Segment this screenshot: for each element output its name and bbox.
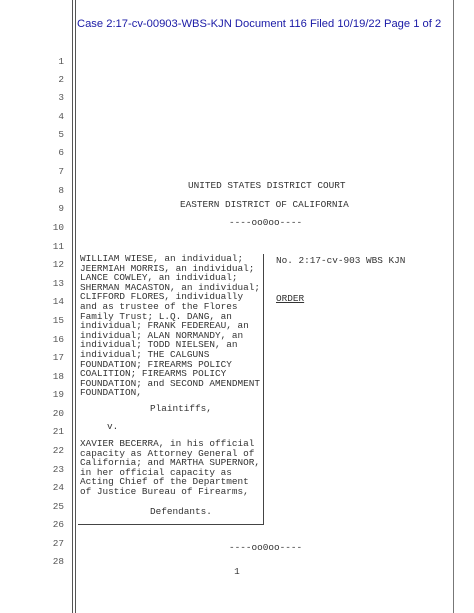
line-number: 5 <box>58 129 64 140</box>
line-number: 7 <box>58 166 64 177</box>
line-number: 4 <box>58 111 64 122</box>
line-number: 14 <box>52 296 64 307</box>
page-number: 1 <box>234 566 240 577</box>
line-number: 21 <box>52 426 64 437</box>
line-number: 9 <box>58 203 64 214</box>
line-number: 12 <box>52 259 64 270</box>
line-number: 1 <box>58 56 64 67</box>
plaintiffs-line: individual; FRANK FEDEREAU, an <box>80 320 249 332</box>
line-number: 23 <box>52 464 64 475</box>
plaintiffs-line: COALITION; FIREARMS POLICY <box>80 368 227 380</box>
line-number: 20 <box>52 408 64 419</box>
line-number: 8 <box>58 185 64 196</box>
plaintiffs-line: individual; ALAN NORMANDY, an <box>80 329 244 341</box>
court-name: UNITED STATES DISTRICT COURT <box>188 180 346 191</box>
defendants-line: capacity as Attorney General of <box>80 447 255 459</box>
case-header: Case 2:17-cv-00903-WBS-KJN Document 116 Filed 10/19/22 Page 1 of 2 <box>77 18 442 30</box>
left-margin-rule-inner <box>75 0 76 613</box>
plaintiffs-line: FOUNDATION, <box>80 387 142 399</box>
plaintiffs-line: CLIFFORD FLORES, individually <box>80 291 244 303</box>
line-number: 17 <box>52 352 64 363</box>
plaintiffs-line: individual; THE CALGUNS <box>80 349 210 360</box>
defendants-line: Acting Chief of the Department <box>80 476 249 488</box>
line-number: 15 <box>52 315 64 326</box>
line-number: 26 <box>52 519 64 530</box>
bottom-separator: ----oo0oo---- <box>229 542 303 553</box>
plaintiffs-line: Family Trust; L.Q. DANG, an <box>80 310 232 322</box>
defendants-line: California; and MARTHA SUPERNOR, <box>80 457 261 469</box>
defendants-line: in her official capacity as <box>80 466 232 478</box>
caption-box-right-border <box>263 254 264 525</box>
line-number: 13 <box>52 278 64 289</box>
caption-box-bottom-border <box>78 524 264 525</box>
case-number: No. 2:17-cv-903 WBS KJN <box>276 255 406 266</box>
line-number: 2 <box>58 74 64 85</box>
line-number: 10 <box>52 222 64 233</box>
line-number: 28 <box>52 556 64 567</box>
plaintiffs-line: individual; TODD NIELSEN, an <box>80 339 238 351</box>
defendants-line: of Justice Bureau of Firearms, <box>80 486 249 497</box>
line-number: 22 <box>52 445 64 456</box>
defendants-label: Defendants. <box>150 506 212 517</box>
defendants-line: XAVIER BECERRA, in his official <box>80 438 255 449</box>
line-number: 16 <box>52 334 64 345</box>
line-number: 3 <box>58 92 64 103</box>
line-number: 24 <box>52 482 64 493</box>
court-district: EASTERN DISTRICT OF CALIFORNIA <box>180 199 349 210</box>
right-margin-rule <box>453 0 454 613</box>
plaintiffs-line: LANCE COWLEY, an individual; <box>80 272 238 284</box>
court-separator: ----oo0oo---- <box>229 217 303 228</box>
versus-label: v. <box>107 421 119 432</box>
line-number: 6 <box>58 147 64 158</box>
document-title: ORDER <box>276 293 305 304</box>
left-margin-rule <box>72 0 73 613</box>
line-number: 18 <box>52 371 64 382</box>
line-number: 11 <box>52 241 64 252</box>
plaintiffs-line: SHERMAN MACASTON, an individual; <box>80 281 261 293</box>
plaintiffs-line: WILLIAM WIESE, an individual; <box>80 253 244 264</box>
plaintiffs-line: and as trustee of the Flores <box>80 301 238 312</box>
plaintiffs-line: JEERMIAH MORRIS, an individual; <box>80 262 255 274</box>
line-number: 27 <box>52 538 64 549</box>
plaintiffs-line: FOUNDATION; and SECOND AMENDMENT <box>80 377 261 389</box>
plaintiffs-line: FOUNDATION; FIREARMS POLICY <box>80 358 232 370</box>
plaintiffs-label: Plaintiffs, <box>150 403 212 414</box>
line-number: 19 <box>52 389 64 400</box>
line-number: 25 <box>52 501 64 512</box>
